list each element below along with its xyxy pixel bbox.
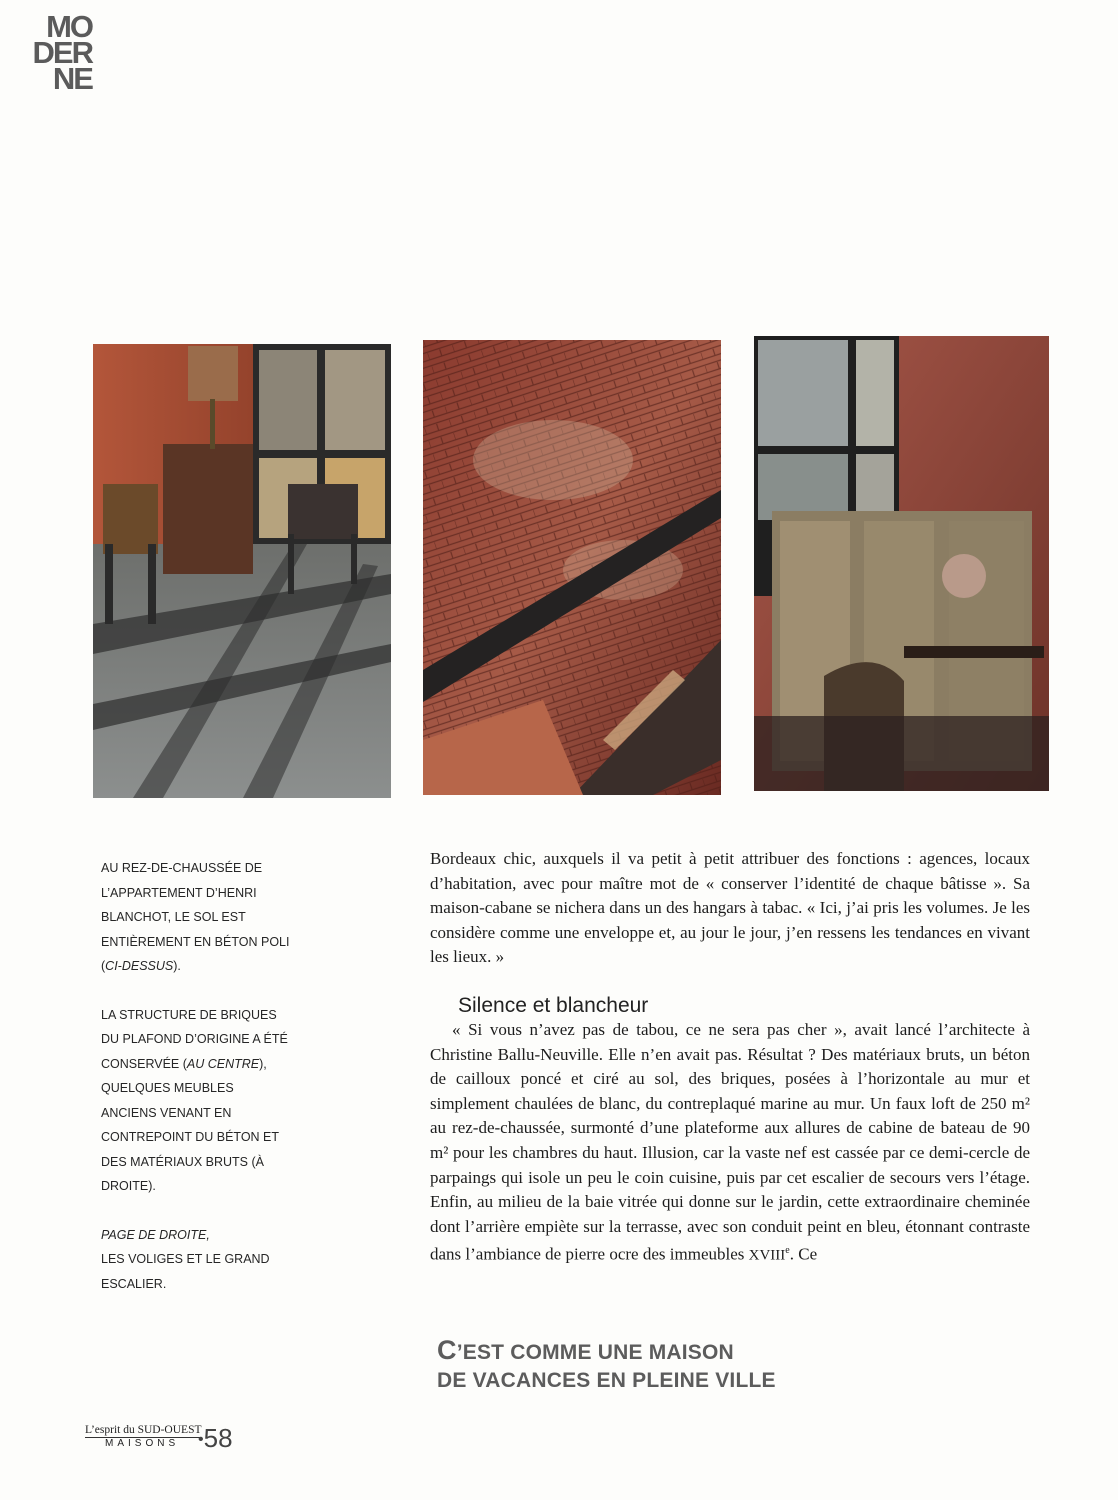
paragraph-text: Bordeaux chic, auxquels il va petit à petit attribuer des fonctions : agences, locaux d’habitation, avec pour maître mot de « conserver l’identité de chaque bâtisse ». Sa maison-cabane se nichera dans un des hangars à tabac. « Ici, j’ai pris les volumes. Je les considère comme une enveloppe et, au jour le jour, j’en ressens les tendances en vivant les lieux. » — [430, 849, 1030, 967]
folio-separator: • — [198, 1431, 204, 1449]
page-footer — [85, 1424, 285, 1454]
caption-text: LES VOLIGES ET LE GRAND ESCALIER. — [101, 1252, 270, 1291]
caption-block-1 — [101, 856, 291, 979]
caption-text: LA STRUCTURE DE BRIQUES DU PLAFOND D’ORIGINE A ÉTÉ CONSERVÉE ( — [101, 1007, 288, 1071]
magazine-name: L’esprit du SUD-OUEST — [85, 1424, 202, 1436]
kicker-line-2: DER — [32, 35, 92, 70]
page-number — [198, 1424, 233, 1454]
magazine-subtitle: MAISONS — [105, 1438, 180, 1449]
pull-quote-initial: C — [437, 1335, 457, 1365]
photo-living-room-chairs — [93, 344, 391, 798]
pull-quote-text: ’EST COMME UNE MAISON — [456, 1341, 734, 1364]
paragraph-main-text: « Si vous n’avez pas de tabou, ce ne sera pas cher », avait lancé l’architecte à Christine Ballu-Neuville. Elle n’en avait pas. Résultat ? Des matériaux bruts, un béton de cailloux poncé et ciré au sol, des briques, posées à l’horizontale au mur et simplement chaulées de blanc, du contreplaqué marine au mur. Un faux loft de 250 m² au rez-de-chaussée, surmonté d’une plateforme aux allures de cabine de bateau de 90 m² pour les chambres du haut. Illusion, car la vaste nef est cassée par ce demi-cercle de parpaings qui isole un peu le coin cuisine, puis par cet escalier de secours vers l’étage. Enfin, au milieu de la baie vitrée qui donne sur le jardin, cette extraordinaire cheminée dont l’arrière empiète sur la terrasse, avec son conduit peint en bleu, étonnant contraste dans l’ambiance de pierre ocre des immeubles — [430, 1020, 1030, 1264]
century-numeral: XVIII — [748, 1248, 786, 1264]
section-kicker — [0, 9, 100, 96]
caption-emphasis: AU CENTRE — [186, 1056, 260, 1071]
paragraph-tail-text: . Ce — [789, 1245, 818, 1264]
caption-text: AU REZ-DE-CHAUSSÉE DE L’APPARTEMENT D’HENRI BLANCHOT, LE SOL EST ENTIÈREMENT EN BÉTON POLI ( — [101, 861, 290, 973]
caption-block-2 — [101, 1003, 291, 1199]
photo-caption — [101, 856, 291, 1320]
pull-quote-line-1 — [437, 1336, 957, 1367]
kicker-line-1: MO — [46, 9, 92, 44]
caption-text: ). — [173, 959, 181, 973]
caption-text: ), QUELQUES MEUBLES ANCIENS VENANT EN CONTREPOINT DU BÉTON ET DES MATÉRIAUX BRUTS (À DROITE). — [101, 1056, 279, 1193]
photo-screen-and-armchair — [754, 336, 1049, 791]
article-subhead: Silence et blancheur — [458, 994, 649, 1017]
century-superscript: e — [785, 1245, 790, 1257]
caption-emphasis: PAGE DE DROITE, — [101, 1227, 210, 1242]
caption-block-3 — [101, 1223, 291, 1297]
photo-brick-ceiling — [423, 340, 721, 795]
kicker-line-3: NE — [52, 61, 92, 96]
folio-number: 58 — [203, 1423, 233, 1453]
article-paragraph-1 — [430, 847, 1030, 970]
article-paragraph-2 — [430, 1018, 1030, 1269]
paragraph-text — [430, 1018, 1030, 1269]
pull-quote — [437, 1336, 957, 1395]
pull-quote-line-2: DE VACANCES EN PLEINE VILLE — [437, 1369, 776, 1392]
caption-emphasis: CI-DESSUS — [105, 959, 174, 973]
